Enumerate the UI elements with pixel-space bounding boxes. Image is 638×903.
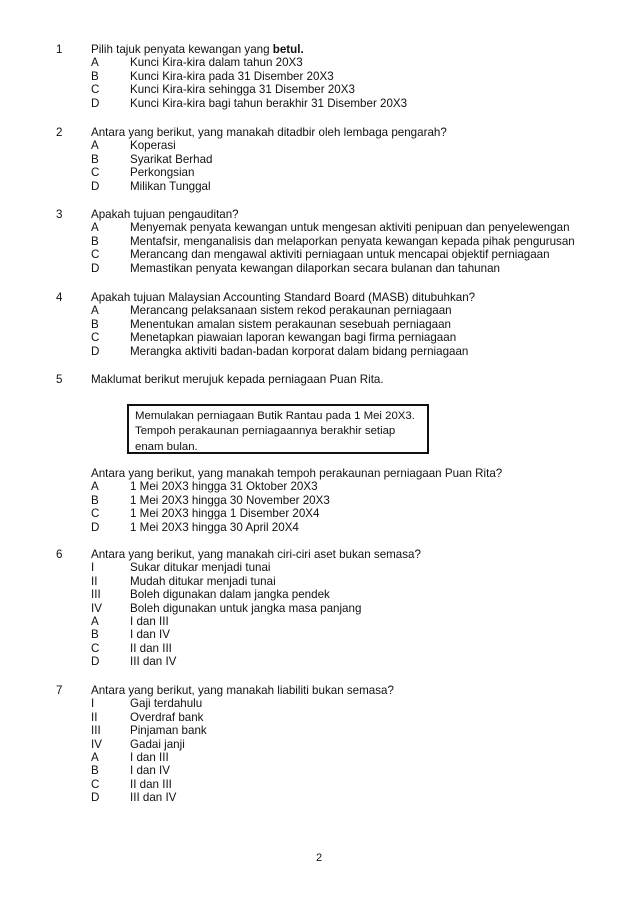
question-1 [56,43,616,110]
info-box-line: Tempoh perakaunan perniagaannya berakhir setiap [135,425,396,438]
question-7 [56,684,616,805]
question-number: 7 [56,684,63,697]
question-stem: Antara yang berikut, yang manakah tempoh perakaunan perniagaan Puan Rita? [91,467,503,480]
option-row: D Memastikan penyata kewangan dilaporkan secara bulanan dan tahunan [91,261,500,275]
question-number: 3 [56,208,63,221]
option-row: B Kunci Kira-kira pada 31 Disember 20X3 [91,69,334,83]
question-number: 2 [56,126,63,139]
option-row: A Menyemak penyata kewangan untuk mengesan aktiviti penipuan dan penyelewengan [91,221,570,235]
statement-row: I Gaji terdahulu [91,697,203,711]
question-stem: Maklumat berikut merujuk kepada perniagaan Puan Rita. [91,373,384,386]
option-row: B Syarikat Berhad [91,152,213,166]
option-row: A 1 Mei 20X3 hingga 31 Oktober 20X3 [91,480,318,494]
question-2 [56,126,616,193]
option-row: C Merancang dan mengawal aktiviti perniagaan untuk mencapai objektif perniagaan [91,248,550,262]
statement-row: IV Gadai janji [91,737,185,751]
option-row: A Merancang pelaksanaan sistem rekod perakaunan perniagaan [91,304,452,318]
question-number: 4 [56,291,63,304]
info-box [127,404,429,454]
question-stem: Apakah tujuan Malaysian Accounting Standard Board (MASB) ditubuhkan? [91,291,476,304]
option-row: D 1 Mei 20X3 hingga 30 April 20X4 [91,520,299,534]
question-stem: Antara yang berikut, yang manakah liabiliti bukan semasa? [91,684,394,697]
question-5-continued [56,467,616,534]
option-row: A Koperasi [91,139,176,153]
option-row: D Milikan Tunggal [91,179,211,193]
question-stem: Apakah tujuan pengauditan? [91,208,239,221]
question-5 [56,373,616,386]
question-stem: Pilih tajuk penyata kewangan yang betul. [91,43,304,56]
option-row: B I dan IV [91,764,170,778]
option-row: A Kunci Kira-kira dalam tahun 20X3 [91,56,303,70]
option-row: B Menentukan amalan sistem perakaunan sesebuah perniagaan [91,317,451,331]
question-3 [56,208,616,275]
option-row: B Mentafsir, menganalisis dan melaporkan penyata kewangan kepada pihak pengurusan [91,234,575,248]
statement-row: III Boleh digunakan dalam jangka pendek [91,588,330,602]
info-box-line: enam bulan. [135,440,198,453]
option-row: C Menetapkan piawaian laporan kewangan bagi firma perniagaan [91,331,457,345]
question-stem: Antara yang berikut, yang manakah ditadbir oleh lembaga pengarah? [91,126,447,139]
option-row: B 1 Mei 20X3 hingga 30 November 20X3 [91,493,330,507]
option-row: C Perkongsian [91,166,195,180]
question-4 [56,291,616,358]
option-row: C Kunci Kira-kira sehingga 31 Disember 20X3 [91,83,355,97]
question-stem: Antara yang berikut, yang manakah ciri-ciri aset bukan semasa? [91,548,421,561]
option-row: D Merangka aktiviti badan-badan korporat dalam bidang perniagaan [91,344,469,358]
option-row: C 1 Mei 20X3 hingga 1 Disember 20X4 [91,507,320,521]
emphasis-text: betul. [272,43,304,56]
page-number: 2 [315,852,323,864]
statement-row: II Overdraf bank [91,710,204,724]
question-number: 5 [56,373,63,386]
question-number: 6 [56,548,63,561]
option-row: C II dan III [91,641,172,655]
statement-row: III Pinjaman bank [91,724,207,738]
option-row: D III dan IV [91,655,177,669]
option-row: A I dan III [91,614,169,628]
info-box-line: Memulakan perniagaan Butik Rantau pada 1 Mei 20X3. [135,410,415,422]
statement-row: I Sukar ditukar menjadi tunai [91,561,271,575]
question-6 [56,548,616,669]
statement-row: IV Boleh digunakan untuk jangka masa panjang [91,601,362,615]
option-row: C II dan III [91,777,172,791]
option-row: D III dan IV [91,791,177,805]
option-row: A I dan III [91,750,169,764]
option-row: B I dan IV [91,628,170,642]
question-number: 1 [56,43,63,56]
statement-row: II Mudah ditukar menjadi tunai [91,574,276,588]
option-row: D Kunci Kira-kira bagi tahun berakhir 31 Disember 20X3 [91,96,408,110]
